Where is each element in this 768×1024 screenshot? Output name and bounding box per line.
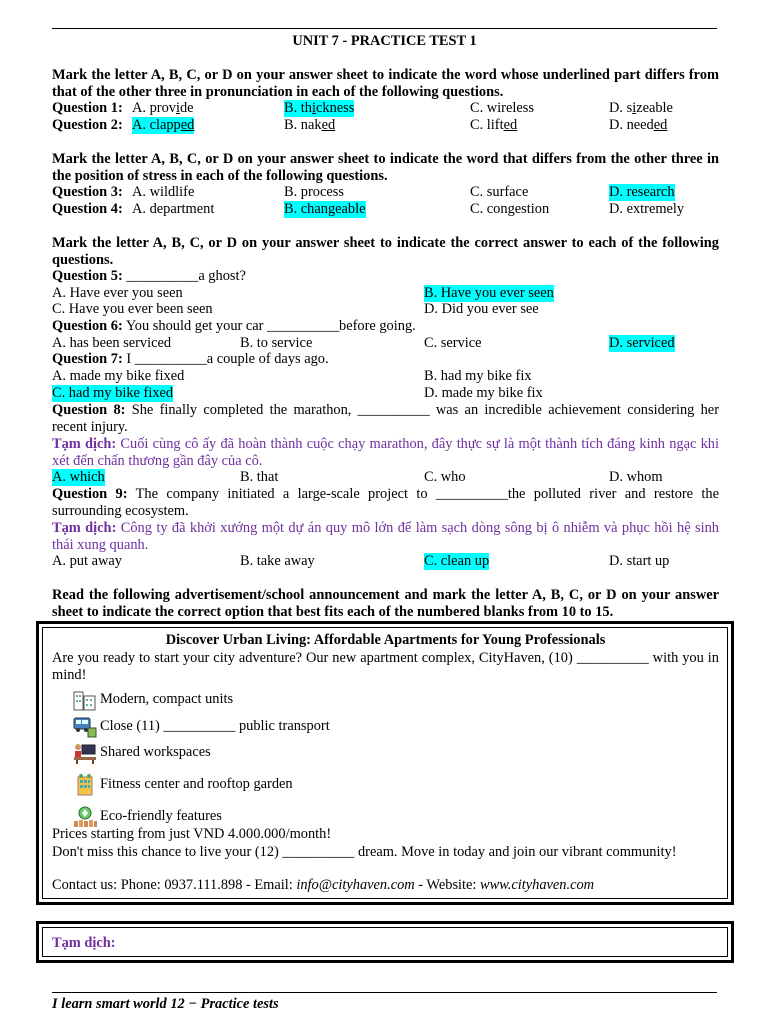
option-c-answer[interactable]: C. had my bike fixed <box>52 385 174 401</box>
question-text: You should get your car __________before going. <box>122 318 416 334</box>
option-c-answer[interactable]: C. clean up <box>424 553 490 569</box>
option-b[interactable]: B. naked <box>284 117 336 133</box>
page-title: UNIT 7 - PRACTICE TEST 1 <box>292 33 477 49</box>
feature-label: Shared workspaces <box>100 744 211 760</box>
workspace-icon <box>72 742 98 764</box>
section4-instruction: Read the following advertisement/school announcement and mark the letter A, B, C, or D on your answer sheet to indicate the correct option that best fits each of the numbered blanks from 10 to 15. <box>52 587 719 620</box>
option-b[interactable]: B. had my bike fix <box>424 368 532 384</box>
feature-item <box>72 740 211 764</box>
question-text: She finally completed the marathon, __________ was an incredible achievement considering her recent injury. <box>52 402 719 435</box>
option-a-answer[interactable]: A. which <box>52 469 105 485</box>
option-a[interactable]: A. put away <box>52 553 122 569</box>
ad-prices: Prices starting from just VND 4.000.000/month! <box>52 826 332 842</box>
question-label: Question 1: <box>52 100 123 116</box>
ad-title: Discover Urban Living: Affordable Apartments for Young Professionals <box>165 632 606 648</box>
contact-text: Contact us: Phone: 0937.111.898 - Email: <box>52 877 297 893</box>
option-a[interactable]: A. provide <box>132 100 194 116</box>
feature-item <box>72 687 233 711</box>
question-6-stem <box>52 318 719 335</box>
option-d[interactable]: D. whom <box>609 469 663 485</box>
option-c[interactable]: C. lifted <box>470 117 518 133</box>
option-a[interactable]: A. made my bike fixed <box>52 368 185 384</box>
ad-intro: Are you ready to start your city adventure? Our new apartment complex, CityHaven, (10) __________ with you in mind! <box>52 650 719 683</box>
page-footer: I learn smart world 12 − Practice tests <box>52 996 279 1012</box>
website-link[interactable]: www.cityhaven.com <box>480 877 595 893</box>
option-d[interactable]: D. Did you ever see <box>424 301 539 317</box>
question-5-options-cd <box>52 301 719 318</box>
question-5-options-ab <box>52 285 719 302</box>
option-a[interactable]: A. has been serviced <box>52 335 172 351</box>
question-4 <box>52 201 719 218</box>
option-b-answer[interactable]: B. thickness <box>284 100 355 116</box>
option-a-answer[interactable]: A. clapped <box>132 117 195 133</box>
bottom-rule <box>52 992 717 993</box>
option-b[interactable]: B. to service <box>240 335 313 351</box>
option-c[interactable]: C. who <box>424 469 466 485</box>
question-3 <box>52 184 719 201</box>
question-label: Question 4: <box>52 201 123 217</box>
feature-label: Fitness center and rooftop garden <box>100 776 293 792</box>
feature-label: Modern, compact units <box>100 691 234 707</box>
translation-text: Cuối cùng cô ấy đã hoàn thành cuộc chạy marathon, đây thực sự là một thành tích đáng kinh ngạc khi xét đến chấn thương gần đây của cô. <box>52 436 719 469</box>
option-a[interactable]: A. wildlife <box>132 184 195 200</box>
option-b[interactable]: B. take away <box>240 553 315 569</box>
option-c[interactable]: C. surface <box>470 184 529 200</box>
translation-box-label: Tạm dịch: <box>52 935 116 951</box>
question-6-options <box>52 335 719 352</box>
question-7-stem <box>52 351 719 368</box>
question-9-translation <box>52 520 719 553</box>
question-1 <box>52 100 719 117</box>
option-b-answer[interactable]: B. changeable <box>284 201 366 217</box>
bus-icon <box>72 716 98 738</box>
option-b[interactable]: B. process <box>284 184 344 200</box>
section3-instruction: Mark the letter A, B, C, or D on your answer sheet to indicate the correct answer to each of the following questions. <box>52 235 719 268</box>
question-9-options <box>52 553 719 570</box>
question-5-stem <box>52 268 719 285</box>
option-d[interactable]: D. needed <box>609 117 668 133</box>
building-icon <box>72 689 98 711</box>
question-7-options-cd <box>52 385 719 402</box>
question-label: Question 8: <box>52 402 126 418</box>
top-rule <box>52 28 717 29</box>
feature-item <box>72 772 293 796</box>
question-7-options-ab <box>52 368 719 385</box>
fitness-icon <box>72 774 98 796</box>
section2-instruction: Mark the letter A, B, C, or D on your answer sheet to indicate the word that differs from the other three in the position of stress in each of the following questions. <box>52 151 719 184</box>
feature-label: Close (11) __________ public transport <box>100 718 330 734</box>
translation-label: Tạm dịch: <box>52 520 117 536</box>
option-d[interactable]: D. start up <box>609 553 670 569</box>
question-2 <box>52 117 719 134</box>
option-b[interactable]: B. that <box>240 469 279 485</box>
question-label: Question 6: <box>52 318 123 334</box>
feature-item <box>72 714 330 738</box>
option-d[interactable]: D. made my bike fix <box>424 385 543 401</box>
question-label: Question 5: <box>52 268 123 284</box>
translation-label: Tạm dịch: <box>52 436 117 452</box>
question-label: Question 9: <box>52 486 128 502</box>
email-link[interactable]: info@cityhaven.com <box>296 877 415 893</box>
question-8-stem <box>52 402 719 435</box>
option-d[interactable]: D. sizeable <box>609 100 673 116</box>
option-a[interactable]: A. Have ever you seen <box>52 285 183 301</box>
option-d[interactable]: D. extremely <box>609 201 685 217</box>
ad-contact <box>52 877 719 894</box>
ad-cta: Don't miss this chance to live your (12) __________ dream. Move in today and join our vibrant community! <box>52 844 677 860</box>
question-text: __________a ghost? <box>122 268 246 284</box>
option-c[interactable]: C. Have you ever been seen <box>52 301 213 317</box>
feature-label: Eco-friendly features <box>100 808 222 824</box>
question-text: I __________a couple of days ago. <box>122 351 329 367</box>
section1-instruction: Mark the letter A, B, C, or D on your answer sheet to indicate the word whose underlined part differs from that of the other three in pronunciation in each of the following questions. <box>52 67 719 100</box>
option-d-answer[interactable]: D. serviced <box>609 335 675 351</box>
question-label: Question 7: <box>52 351 123 367</box>
feature-item <box>72 804 222 828</box>
eco-icon <box>72 806 98 828</box>
option-a[interactable]: A. department <box>132 201 215 217</box>
question-text: The company initiated a large-scale project to __________the polluted river and restore the surrounding ecosystem. <box>52 486 719 519</box>
question-label: Question 2: <box>52 117 123 133</box>
contact-separator: - Website: <box>414 877 481 893</box>
question-label: Question 3: <box>52 184 123 200</box>
question-9-stem <box>52 486 719 519</box>
option-c[interactable]: C. service <box>424 335 482 351</box>
option-c[interactable]: C. congestion <box>470 201 550 217</box>
translation-text: Công ty đã khởi xướng một dự án quy mô lớn để làm sạch dòng sông bị ô nhiễm và phục hồi hệ sinh thái xung quanh. <box>52 520 719 553</box>
option-b-answer[interactable]: B. Have you ever seen <box>424 285 554 301</box>
option-c[interactable]: C. wireless <box>470 100 534 116</box>
question-8-translation <box>52 436 719 469</box>
question-8-options <box>52 469 719 486</box>
option-d-answer[interactable]: D. research <box>609 184 675 200</box>
